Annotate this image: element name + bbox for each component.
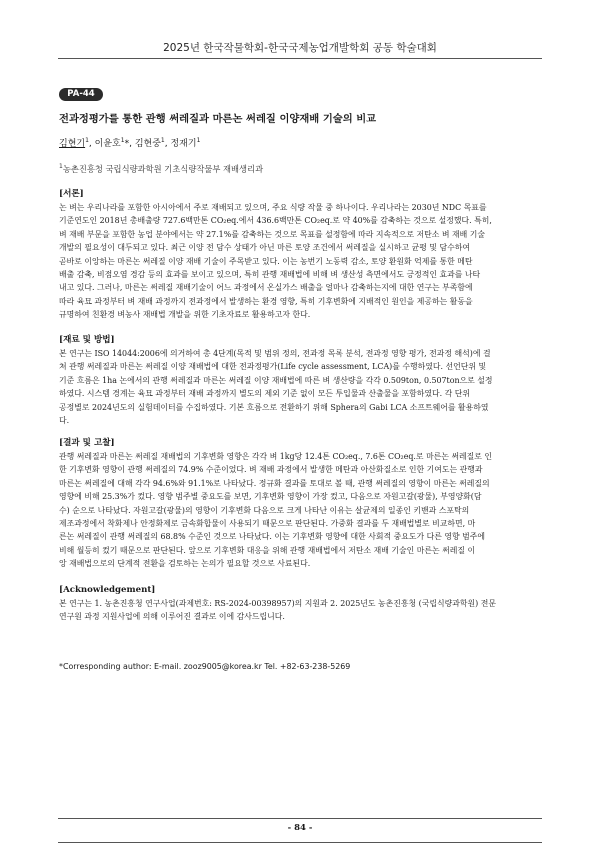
author-list: 김현기$^1$, 이윤호$^1$*, 김현중$^1$, 정재기$^1$: [59, 137, 201, 149]
author-affil-mark: 1: [160, 137, 165, 144]
author-name: 김현중: [134, 139, 161, 149]
paragraph-line: 내고 있다. 그러나, 마른논 써레질 재배기술이 어느 과정에서 온실가스 배출을 얼마나 감축하는지에 대한 연구는 부족함에: [59, 283, 473, 293]
section-heading: [결과 및 고찰]: [59, 438, 115, 448]
footer-divider: [58, 842, 542, 843]
paragraph-line: 기준연도인 2018년 총배출량 727.6백만톤 CO₂eq.에서 436.6백만톤 CO₂eq.로 약 40%를 감축하는 것으로 설정했다. 특히,: [59, 216, 492, 226]
footer-divider: [58, 818, 542, 819]
paragraph-line: 따라 육묘 과정부터 벼 재배 과정까지 전과정에서 발생하는 환경 영향, 특히 기후변화에 지배적인 원인을 제공하는 활동을: [59, 296, 473, 306]
paragraph-line: 규명하여 친환경 벼농사 재배법 개발을 위한 기초자료로 활용하고자 한다.: [59, 310, 311, 320]
results-section: [59, 437, 543, 571]
affiliation: [59, 163, 263, 175]
paragraph-line: 영향에 비해 25.3%가 컸다. 영향 범주별 중요도를 보면, 기후변화 영향이 가장 컸고, 다음으로 자원고갈(광물), 부영양화(담: [59, 492, 482, 502]
section-heading: [서론]: [59, 189, 84, 199]
poster-id-badge: PA-44: [59, 88, 103, 101]
paragraph-line: 한 기후변화 영향이 관행 써레질의 74.9% 수준이었다. 벼 재배 과정에서 발생한 메탄과 아산화질소로 인한 기여도는 관행과: [59, 465, 483, 475]
section-heading: [재료 및 방법]: [59, 335, 115, 345]
paragraph-line: 기준 흐름은 1ha 논에서의 관행 써레질과 마른논 써레질 이양 재배법에 따른 벼 생산량을 각각 0.509ton, 0.507ton으로 설정: [59, 375, 493, 385]
paragraph-line: 비해 월등히 컸기 때문으로 판단된다. 앞으로 기후변화 대응을 위해 관행 재배법에서 저탄소 재배 기술인 마른논 써레질 이: [59, 545, 476, 555]
paragraph-line: 제조과정에서 착화제나 안정화제로 금속화합물이 사용되기 때문으로 판단된다. 가중화 결과를 두 재배법별로 비교하면, 마: [59, 519, 476, 529]
methods-section: [59, 334, 543, 427]
paragraph-line: 른논 써레질이 관행 써레질의 68.8% 수준인 것으로 나타났다. 이는 기후변화 영향에 대한 사회적 중요도가 다른 영향 범주에: [59, 532, 485, 542]
paragraph-line: 관행 써레질과 마른논 써레질 재배법의 기후변화 영향은 각각 벼 1kg당 12.4톤 CO₂eq., 7.6톤 CO₂eq.로 마른논 써레질로 인: [59, 452, 493, 461]
paragraph-line: 본 연구는 ISO 14044:2006에 의거하여 총 4단계(목적 및 범위 정의, 전과정 목록 분석, 전과정 영향 평가, 전과정 해석)에 걸: [59, 349, 491, 358]
paragraph-line: 배출 감축, 비점오염 경감 등의 효과를 보이고 있으며, 특히 관행 재배법에 비해 벼 생산성 측면에서도 긍정적인 효과를 나타: [59, 270, 481, 280]
affiliation-text: 농촌진흥청 국립식량과학원 기초식량작물부 재배생리과: [62, 164, 264, 174]
paragraph-line: 쳐 관행 써레질과 마른논 써레질 이양 재배법에 대한 전과정평가(Life cycle assessment, LCA)를 수행하였다. 선언단위 및: [59, 362, 487, 372]
paragraph-line: 마른논 써레질에 대해 각각 94.6%와 91.1%로 나타났다. 정규화 결과를 토대로 볼 때, 관행 써레질의 영향이 마른논 써레질의: [59, 478, 490, 488]
paragraph-line: 곧바로 이앙하는 마른논 써레질 이양 재배 기술이 주목받고 있다. 이는 농번기 노동력 감소, 토양 환원화 억제를 통한 메탄: [59, 256, 473, 266]
author-affil-mark: 1: [196, 137, 201, 144]
author-name: 김현기: [59, 139, 86, 149]
intro-section: [59, 188, 543, 322]
paragraph-line: 벼 재배 부문을 포함한 농업 분야에서는 약 27.1%를 감축하는 것으로 목표를 설정함에 따라 지속적으로 저탄소 벼 재배 기술: [59, 229, 485, 239]
author-name: 이윤호: [94, 139, 121, 149]
author-name: 정재기: [170, 139, 197, 149]
page-number: - 84 -: [287, 823, 313, 833]
paragraph-line: 공정별로 2024년도의 실험데이터를 수집하였다. 기본 흐름으로 전환하기 위해 Sphera의 Gabi LCA 소프트웨어를 활용하였: [59, 402, 489, 412]
paragraph-line: 개발의 필요성이 대두되고 있다. 최근 이양 전 담수 상태가 아닌 마른 토양 조건에서 써레질을 실시하고 균평 및 담수하여: [59, 243, 471, 253]
corresponding-mark: *: [124, 139, 130, 149]
author-affil-mark: 1: [85, 137, 89, 144]
acknowledgement-section: [59, 584, 543, 624]
paragraph-line: 연구원 과정 지원사업에 의해 이루어진 결과로 이에 감사드립니다.: [59, 612, 285, 622]
paragraph-line: 수) 순으로 나타났다. 자원고갈(광물)의 영향이 기후변화 다음으로 크게 나타난 이유는 살균제의 일종인 키밴과 스포탁의: [59, 505, 470, 515]
header-divider: [58, 58, 542, 59]
conference-header: 2025년 한국작물학회-한국국제농업개발학회 공동 학술대회: [163, 42, 437, 54]
paragraph-line: 본 연구는 1. 농촌진흥청 연구사업(과제번호: RS-2024-00398957)의 지원과 2. 2025년도 농촌진흥청 (국립식량과학원) 전문: [59, 599, 496, 608]
paragraph-line: 다.: [59, 416, 70, 426]
affiliation-mark: 1: [59, 163, 63, 170]
author-affil-mark: 1: [120, 137, 125, 144]
paragraph-line: 논 벼는 우리나라를 포함한 아시아에서 주로 재배되고 있으며, 주요 식량 작물 중 하나이다. 우리나라는 2030년 NDC 목표를: [59, 203, 487, 212]
paragraph-line: 앙 재배법으로의 단계적 전환을 검토하는 논의가 필요할 것으로 사료된다.: [59, 559, 311, 569]
section-heading: [Acknowledgement]: [59, 585, 156, 595]
paper-title: 전과정평가를 통한 관행 써레질과 마른논 써레질 이양재배 기술의 비교: [59, 113, 377, 125]
corresponding-author-note: *Corresponding author: E-mail. zooz9005@korea.kr Tel. +82-63-238-5269: [59, 662, 351, 671]
paragraph-line: 하였다. 시스템 경계는 육묘 과정부터 재배 과정까지 별도의 제외 기준 없이 모든 투입물과 산출물을 포함하였다. 각 단위: [59, 389, 471, 399]
